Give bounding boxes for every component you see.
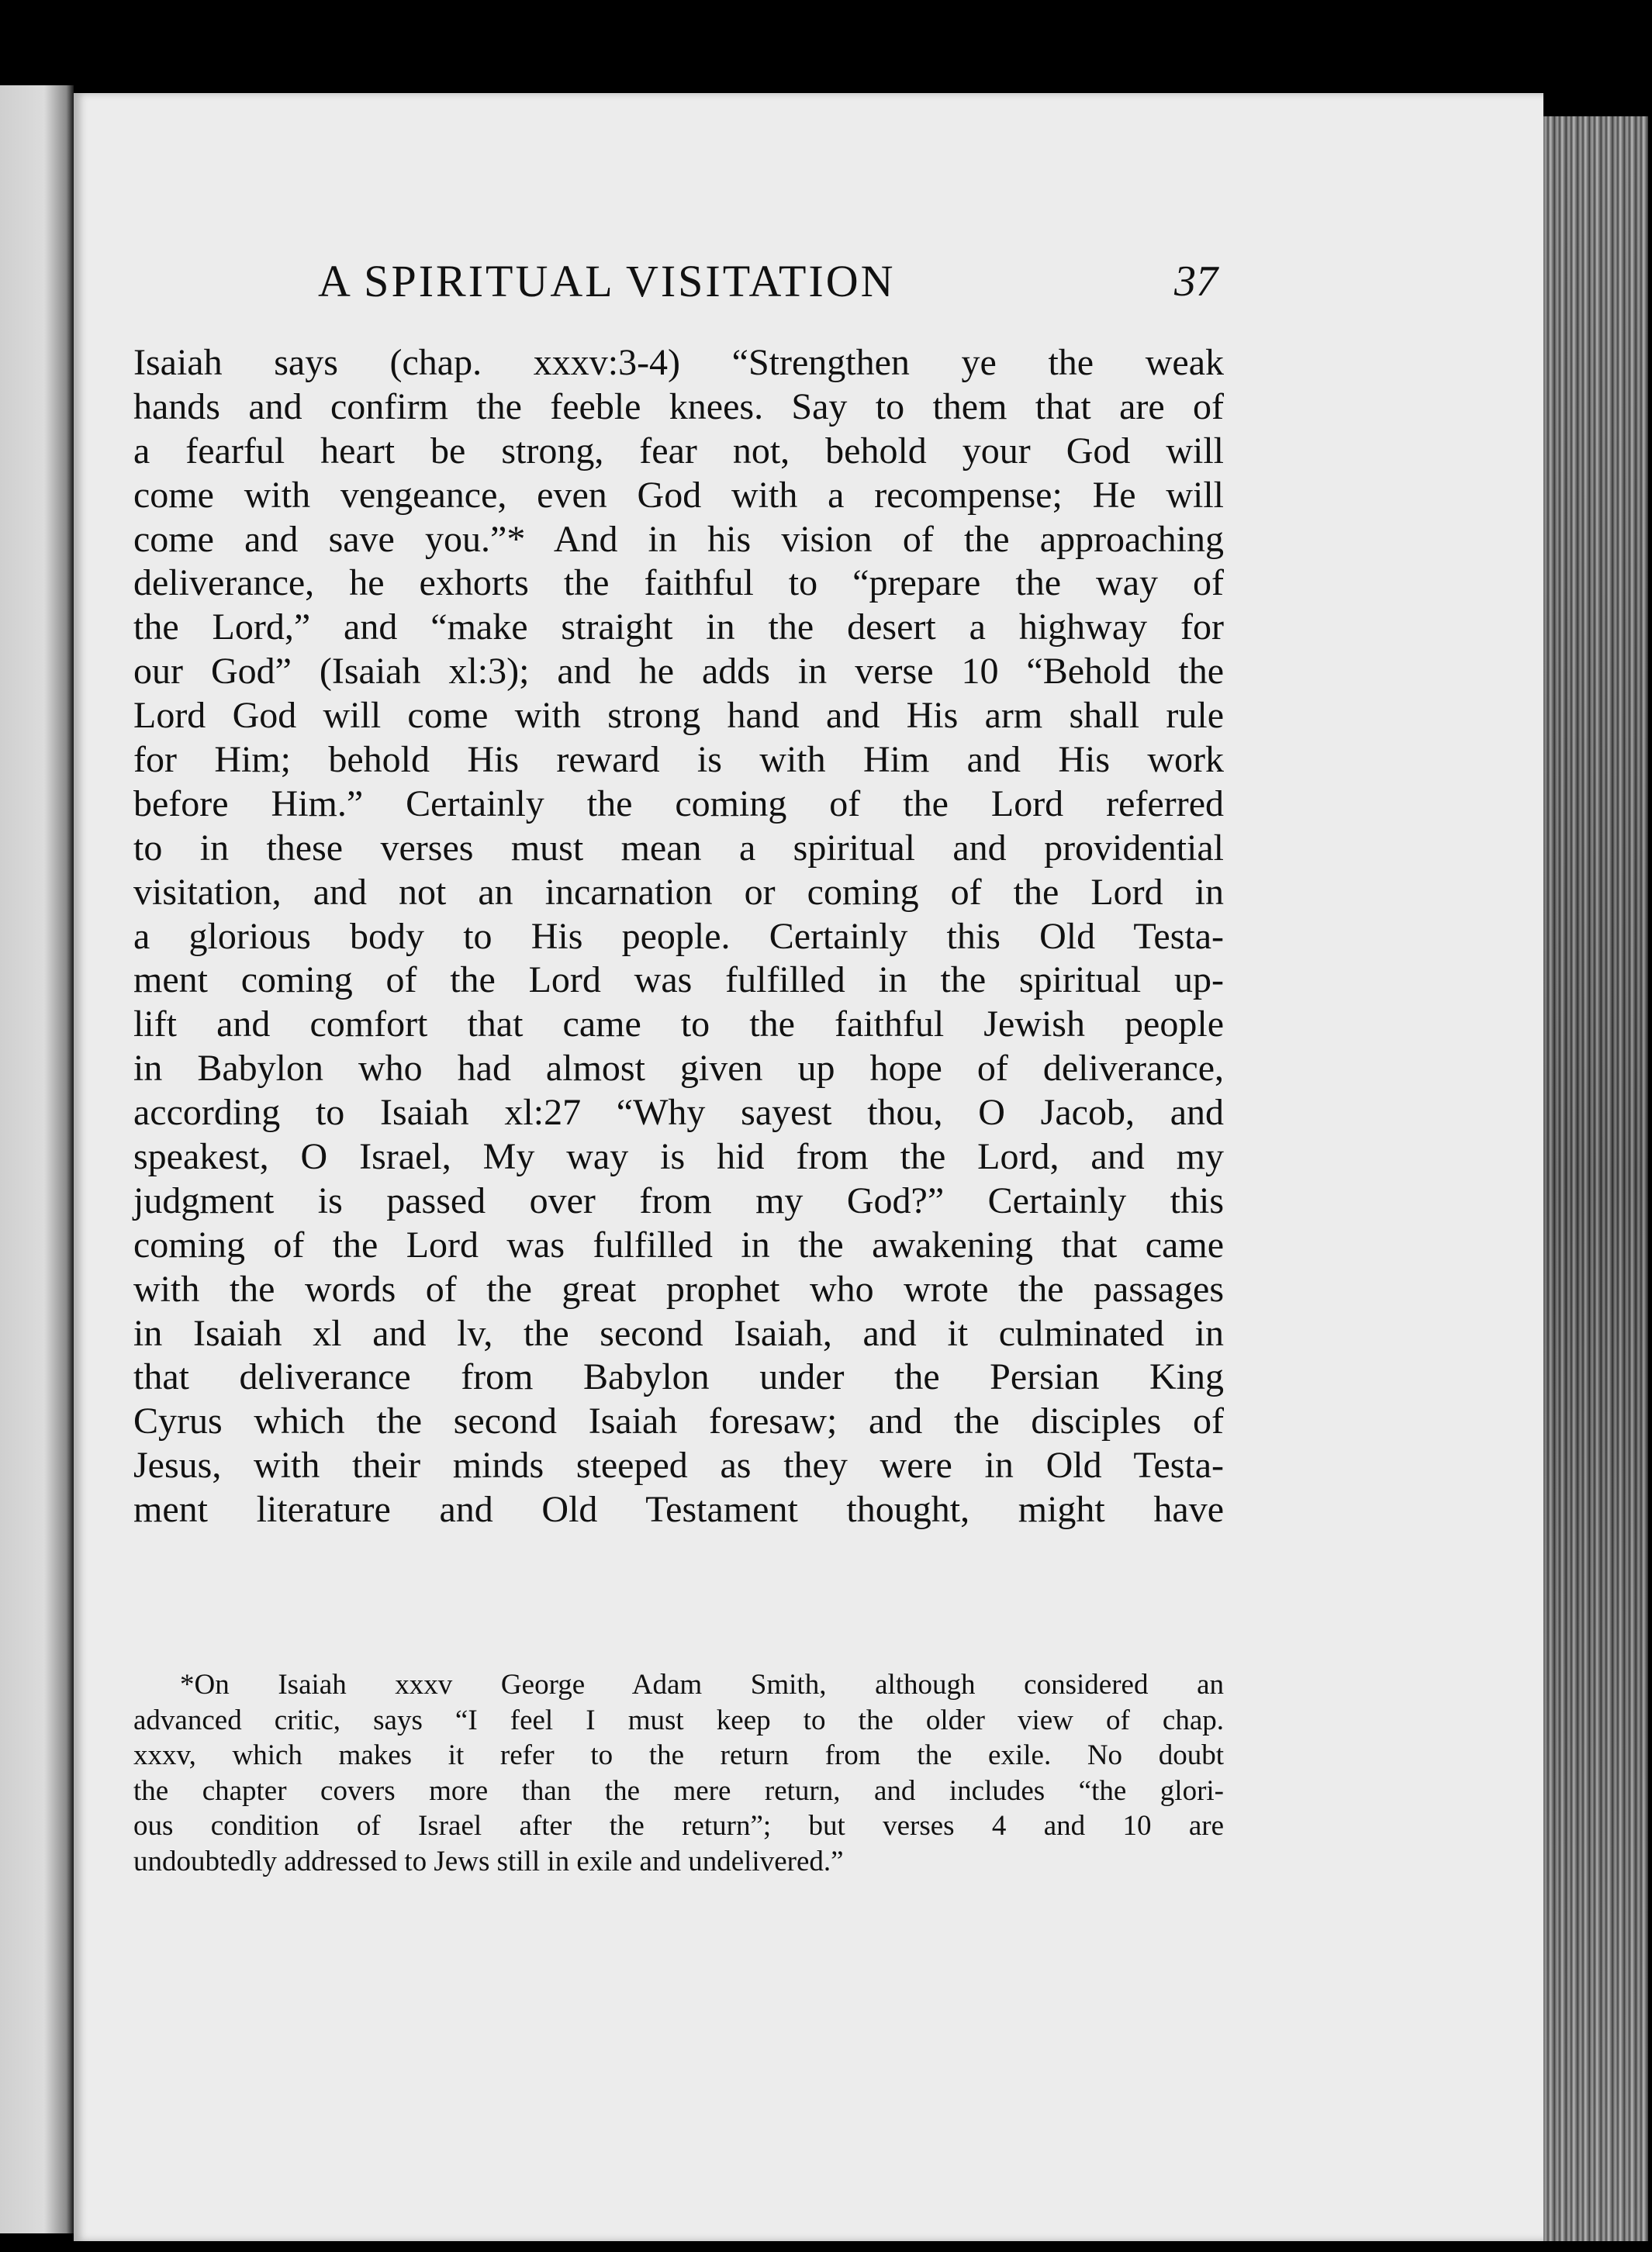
page-number: 37 — [1174, 257, 1218, 306]
footnote — [133, 1667, 1224, 1879]
body-line: coming of the Lord was fulfilled in the awakening that came — [133, 1224, 1224, 1266]
footnote-line: advanced critic, says “I feel I must keep to the older view of chap. — [133, 1704, 1224, 1736]
body-line: visitation, and not an incarnation or coming of the Lord in — [133, 871, 1224, 913]
page-title: A SPIRITUAL VISITATION — [318, 256, 896, 306]
body-line: according to Isaiah xl:27 “Why sayest thou, O Jacob, and — [133, 1092, 1224, 1134]
body-line: Cyrus which the second Isaiah foresaw; and the disciples of — [133, 1401, 1224, 1442]
body-line: come with vengeance, even God with a recompense; He will — [133, 474, 1224, 516]
right-page-stack-shading — [1532, 116, 1648, 2241]
body-line: a fearful heart be strong, fear not, behold your God will — [133, 430, 1224, 471]
body-line: Lord God will come with strong hand and His arm shall rule — [133, 695, 1224, 737]
body-line: judgment is passed over from my God?” Certainly this — [133, 1180, 1224, 1221]
left-page-edge — [0, 85, 74, 2233]
body-line: Isaiah says (chap. xxxv:3-4) “Strengthen ye the weak — [133, 342, 1224, 383]
footnote-line: ous condition of Israel after the return”; but verses 4 and 10 are — [133, 1810, 1224, 1842]
body-line: Jesus, with their minds steeped as they were in Old Testa- — [133, 1445, 1224, 1487]
body-text — [133, 341, 1224, 1532]
body-line: ment literature and Old Testament thought, might have — [133, 1489, 1224, 1531]
body-line: hands and confirm the feeble knees. Say to them that are of — [133, 385, 1224, 427]
body-line: that deliverance from Babylon under the Persian King — [133, 1356, 1224, 1398]
body-line: lift and comfort that came to the faithful Jewish people — [133, 1003, 1224, 1045]
body-line: ment coming of the Lord was fulfilled in the spiritual up- — [133, 959, 1224, 1001]
footnote-line: xxxv, which makes it refer to the return from the exile. No doubt — [133, 1739, 1224, 1771]
body-line: the Lord,” and “make straight in the desert a highway for — [133, 606, 1224, 648]
footnote-line: undoubtedly addressed to Jews still in exile and undelivered.” — [133, 1845, 844, 1877]
running-head — [318, 247, 1218, 316]
body-line: deliverance, he exhorts the faithful to “prepare the way of — [133, 562, 1224, 604]
body-line: speakest, O Israel, My way is hid from the Lord, and my — [133, 1136, 1224, 1178]
footnote-line: the chapter covers more than the mere return, and includes “the glori- — [133, 1774, 1224, 1807]
body-line: before Him.” Certainly the coming of the Lord referred — [133, 782, 1224, 824]
body-line: our God” (Isaiah xl:3); and he adds in verse 10 “Behold the — [133, 651, 1224, 693]
body-line: to in these verses must mean a spiritual and providential — [133, 827, 1224, 869]
body-line: come and save you.”* And in his vision of the approaching — [133, 518, 1224, 560]
body-line: a glorious body to His people. Certainly this Old Testa- — [133, 915, 1224, 957]
footnote-line: *On Isaiah xxxv George Adam Smith, although considered an — [180, 1669, 1224, 1701]
body-line: in Isaiah xl and lv, the second Isaiah, and it culminated in — [133, 1312, 1224, 1354]
body-line: with the words of the great prophet who wrote the passages — [133, 1268, 1224, 1310]
body-line: for Him; behold His reward is with Him and His work — [133, 739, 1224, 781]
body-line: in Babylon who had almost given up hope of deliverance, — [133, 1048, 1224, 1090]
